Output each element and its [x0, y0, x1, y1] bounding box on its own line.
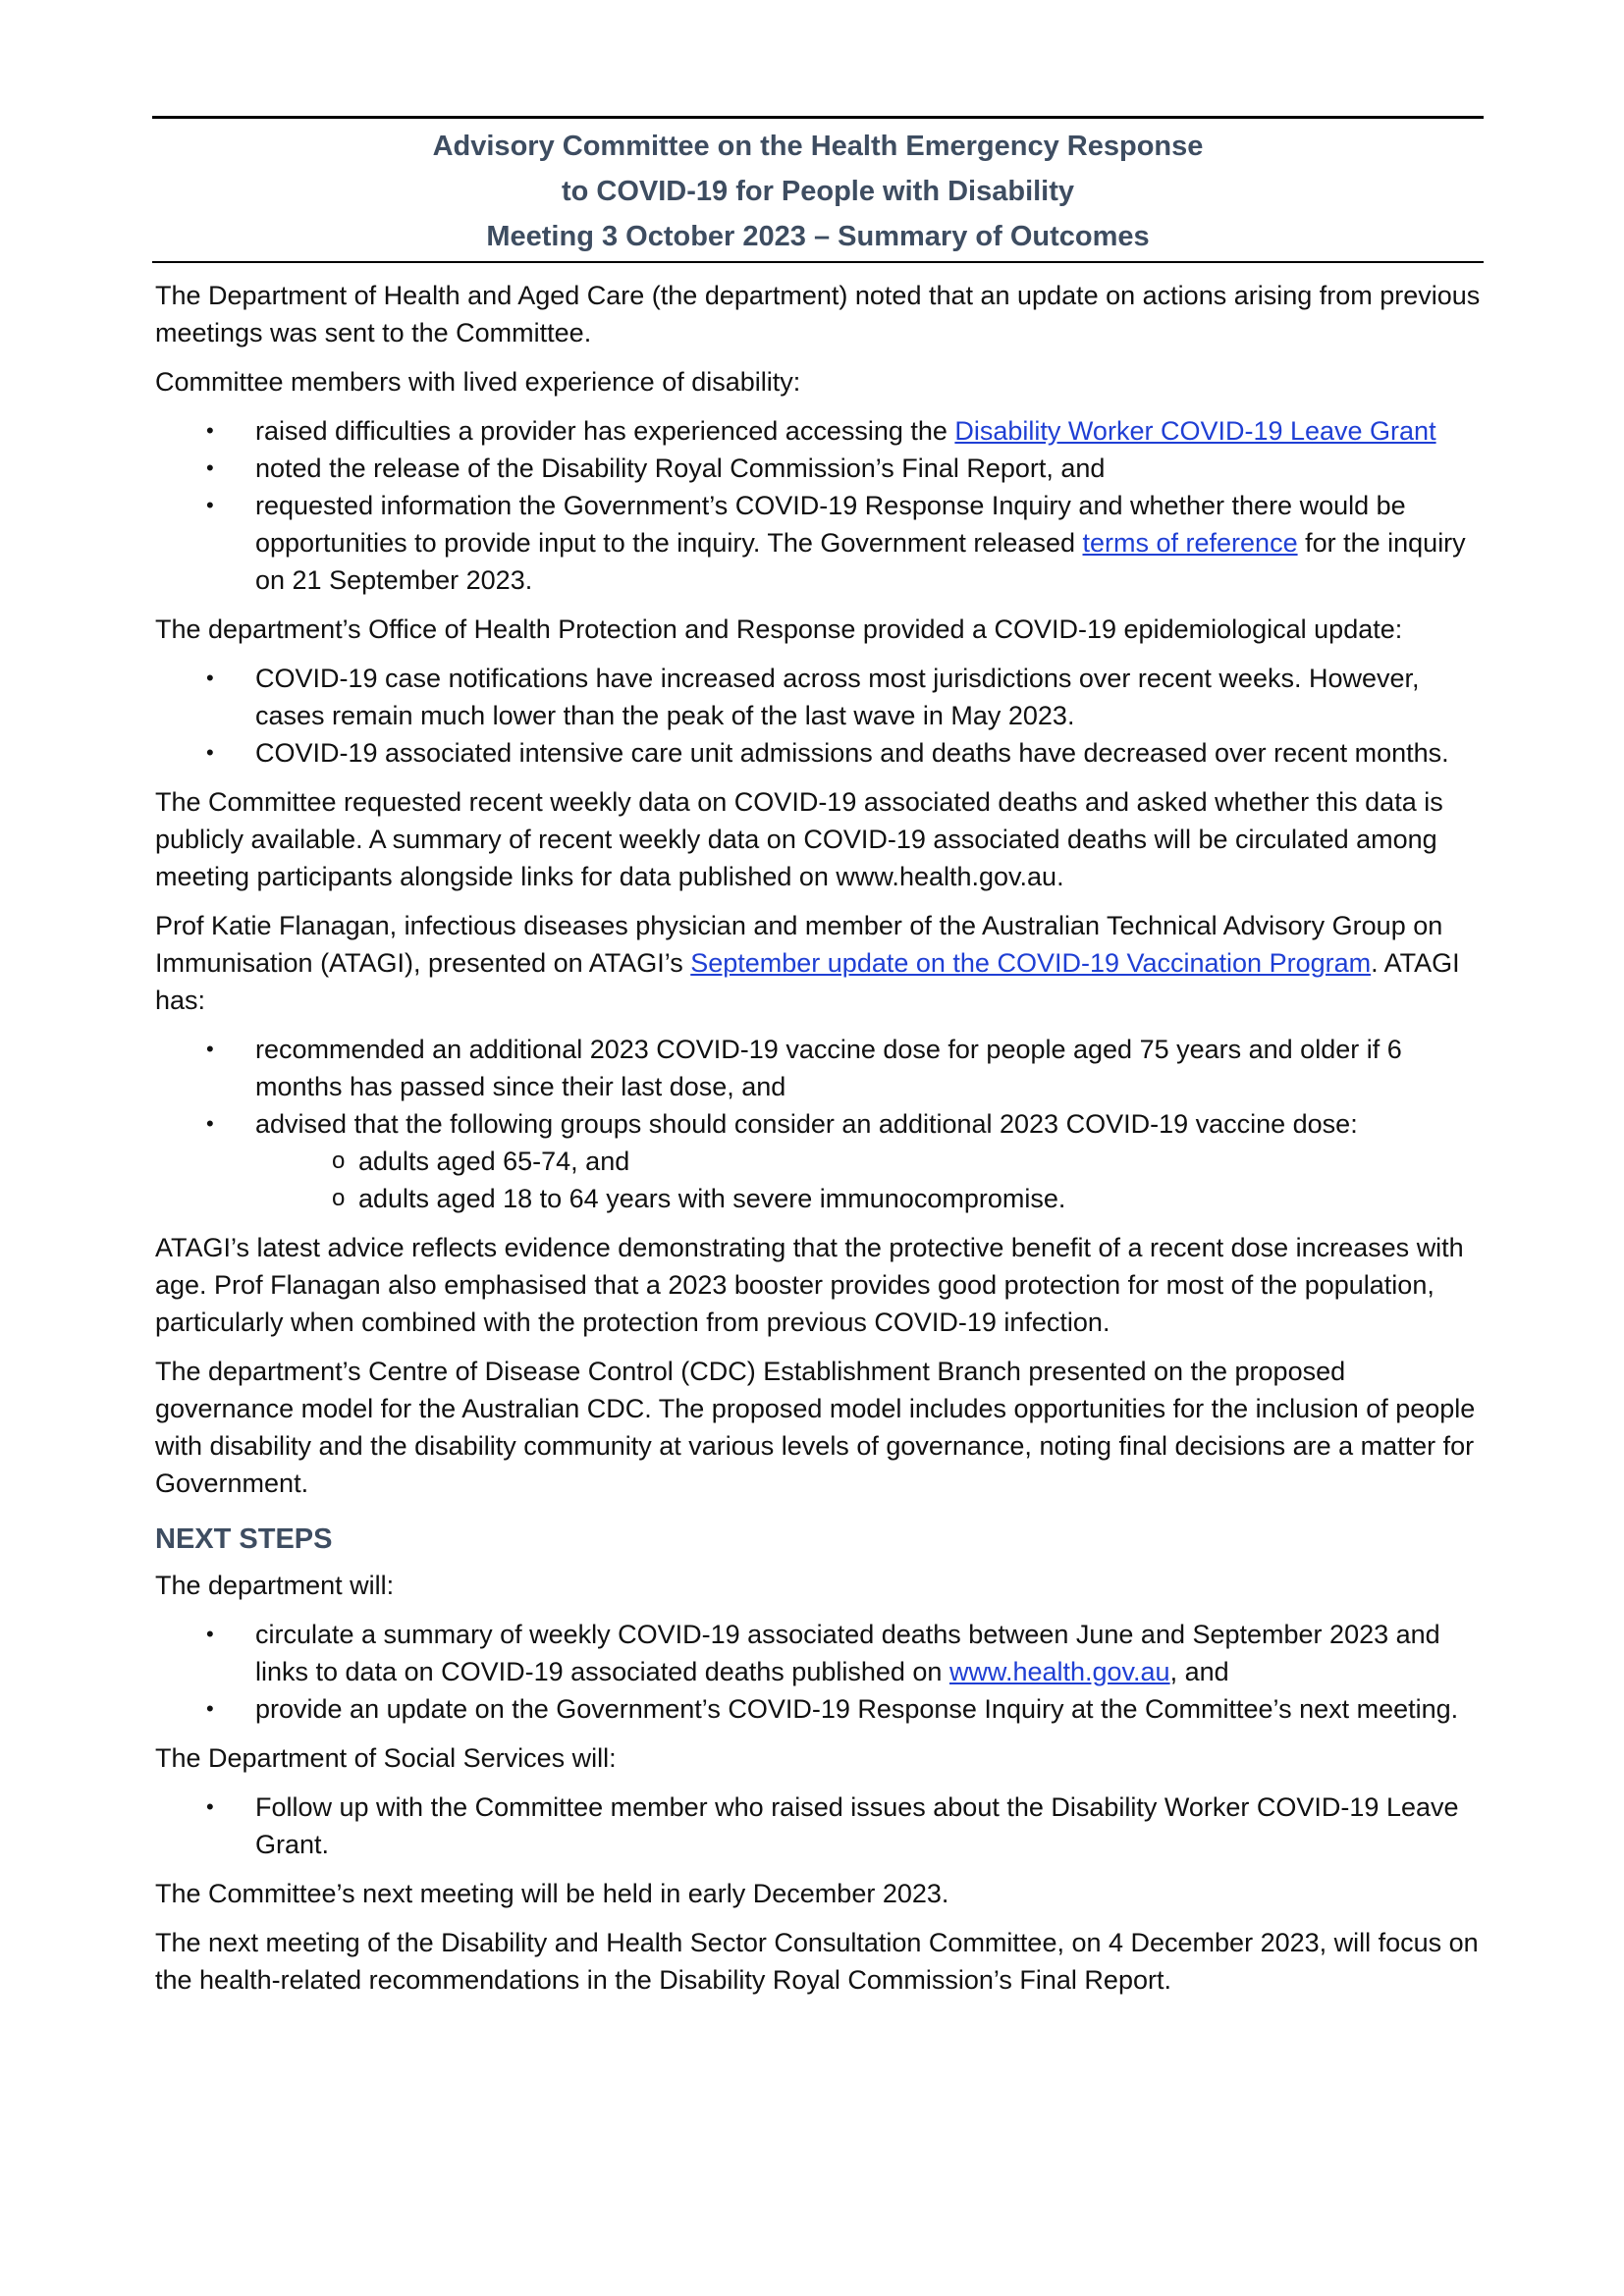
dss-actions-list [155, 1789, 1490, 1863]
sub-list-container [155, 1143, 1490, 1217]
sub-list-item [155, 1180, 1490, 1217]
paragraph-actions-update: The Department of Health and Aged Care (the department) noted that an update on actions arising from previous meetings was sent to the Committee. [155, 281, 1481, 347]
title-line-3: Meeting 3 October 2023 – Summary of Outcomes [486, 221, 1150, 252]
title-line-1: Advisory Committee on the Health Emergency Response [432, 131, 1204, 162]
header-bottom-rule [152, 261, 1484, 263]
bullet-icon: • [206, 1696, 214, 1721]
bullet-icon: • [206, 740, 214, 765]
list-item-text: advised that the following groups should consider an additional 2023 COVID-19 vaccine dose: [255, 1109, 1358, 1139]
list-item [155, 660, 1490, 734]
epi-update-list [155, 660, 1490, 772]
list-item-text: Follow up with the Committee member who raised issues about the Disability Worker COVID-19 Leave Grant. [255, 1792, 1459, 1859]
list-item [155, 1616, 1490, 1690]
bullet-icon: • [206, 493, 214, 517]
department-actions-list [155, 1616, 1490, 1728]
paragraph-next-meeting: The Committee’s next meeting will be held in early December 2023. [155, 1879, 949, 1908]
list-item [155, 1789, 1490, 1863]
list-item-text: requested information the Government’s COVID-19 Response Inquiry and whether there would be opportunities to provide input to the inquiry. The Government released [255, 491, 1406, 558]
bullet-icon: • [206, 1794, 214, 1819]
list-item-text: raised difficulties a provider has experienced accessing the [255, 416, 955, 446]
paragraph-lived-experience-intro: Committee members with lived experience of disability: [155, 367, 801, 397]
list-item-text-tail: for the inquiry on 21 September 2023. [255, 528, 1466, 595]
paragraph-text-tail: . ATAGI has: [155, 948, 1460, 1015]
list-item [155, 734, 1490, 772]
lived-experience-list [155, 412, 1490, 599]
sub-list-item-text: adults aged 65-74, and [358, 1147, 630, 1176]
health-gov-link[interactable]: www.health.gov.au [948, 1657, 1170, 1686]
document-title [152, 124, 1484, 259]
paragraph-text: Prof Katie Flanagan, infectious diseases physician and member of the Australian Technical Advisory Group on Immunisation (ATAGI), presented on ATAGI’s [155, 911, 1443, 978]
list-item-text: circulate a summary of weekly COVID-19 associated deaths between June and September 2023 and links to data on COVID-19 associated deaths published on [255, 1620, 1440, 1686]
bullet-icon: • [206, 1037, 214, 1061]
list-item [155, 1031, 1490, 1105]
list-item [155, 1690, 1490, 1728]
paragraph-atagi-presentation [155, 907, 1490, 1019]
paragraph-sector-consultation: The next meeting of the Disability and Health Sector Consultation Committee, on 4 December 2023, will focus on the health-related recommendations in the Disability Royal Commission’s Final Report. [155, 1928, 1479, 1995]
atagi-sub-list [155, 1143, 1490, 1217]
bullet-icon: • [206, 455, 214, 480]
list-item [155, 450, 1490, 487]
sub-list-item-text: adults aged 18 to 64 years with severe immunocompromise. [358, 1184, 1066, 1213]
bullet-icon: • [206, 666, 214, 690]
list-item-text: recommended an additional 2023 COVID-19 vaccine dose for people aged 75 years and older if 6 months has passed since their last dose, and [255, 1035, 1402, 1101]
leave-grant-link[interactable]: Disability Worker COVID-19 Leave Grant [954, 416, 1436, 446]
next-steps-heading: NEXT STEPS [155, 1523, 333, 1555]
list-item [155, 487, 1490, 599]
title-line-2: to COVID-19 for People with Disability [561, 176, 1075, 207]
sub-list-item [155, 1143, 1490, 1180]
terms-of-reference-link[interactable]: terms of reference [1082, 528, 1298, 558]
paragraph-weekly-data-request: The Committee requested recent weekly data on COVID-19 associated deaths and asked whether this data is publicly available. A summary of recent weekly data on COVID-19 associated deaths will be circulated among meeting participants alongside links for data published on www.health.gov.au. [155, 787, 1443, 891]
paragraph-dss-will: The Department of Social Services will: [155, 1743, 617, 1773]
sub-bullet-icon: o [332, 1148, 346, 1174]
september-update-link[interactable]: September update on the COVID-19 Vaccination Program [690, 948, 1372, 978]
sub-bullet-icon: o [332, 1185, 346, 1211]
list-item-text: COVID-19 case notifications have increased across most jurisdictions over recent weeks. However, cases remain much lower than the peak of the last wave in May 2023. [255, 664, 1420, 730]
paragraph-atagi-advice: ATAGI’s latest advice reflects evidence demonstrating that the protective benefit of a recent dose increases with age. Prof Flanagan also emphasised that a 2023 booster provides good protection for most of the population, particularly when combined with the protection from previous COVID-19 infection. [155, 1233, 1464, 1337]
list-item-text: COVID-19 associated intensive care unit admissions and deaths have decreased over recent months. [255, 738, 1449, 768]
bullet-icon: • [206, 1622, 214, 1646]
paragraph-cdc-governance: The department’s Centre of Disease Control (CDC) Establishment Branch presented on the proposed governance model for the Australian CDC. The proposed model includes opportunities for the inclusion of people with disability and the disability community at various levels of governance, noting final decisions are a matter for Government. [155, 1357, 1476, 1498]
list-item-text: noted the release of the Disability Royal Commission’s Final Report, and [255, 454, 1106, 483]
list-item-text-tail: , and [1169, 1657, 1229, 1686]
document-body [155, 277, 1490, 2010]
list-item [155, 1105, 1490, 1143]
paragraph-epi-update-intro: The department’s Office of Health Protection and Response provided a COVID-19 epidemiological update: [155, 614, 1403, 644]
paragraph-department-will: The department will: [155, 1571, 395, 1600]
list-item [155, 412, 1490, 450]
list-item-text: provide an update on the Government’s COVID-19 Response Inquiry at the Committee’s next meeting. [255, 1694, 1459, 1724]
atagi-list [155, 1031, 1490, 1217]
bullet-icon: • [206, 1111, 214, 1136]
header-top-rule [152, 116, 1484, 119]
bullet-icon: • [206, 418, 214, 443]
